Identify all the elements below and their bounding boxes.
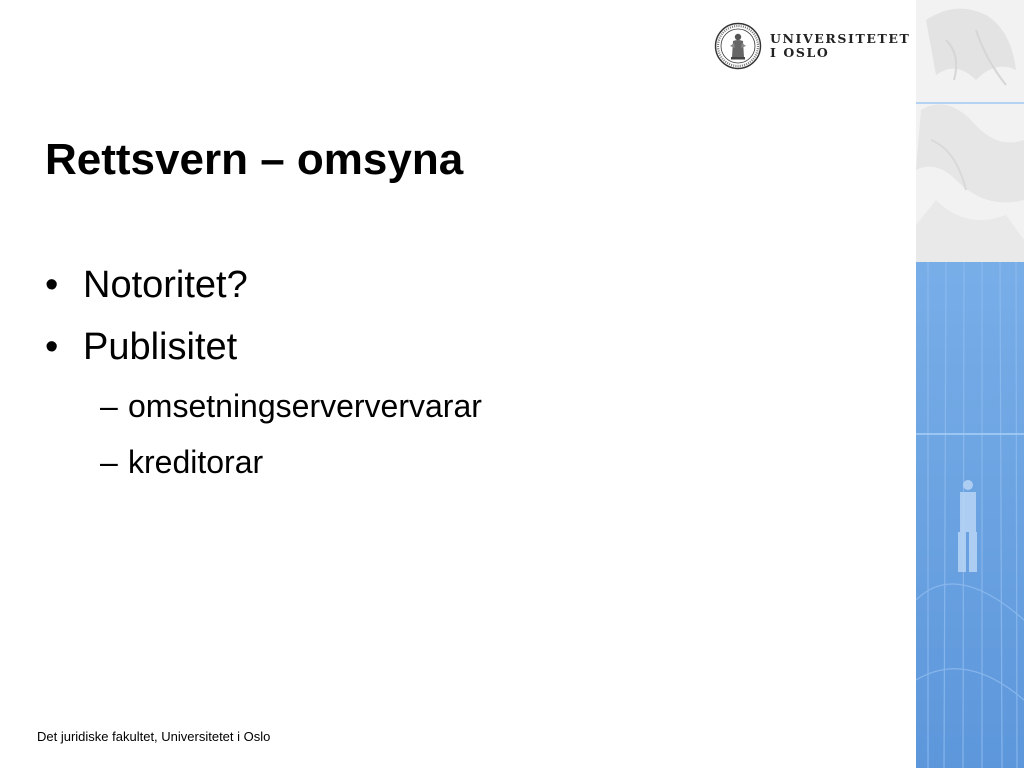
- logo-line-2: I OSLO: [770, 45, 830, 60]
- university-logo: [714, 21, 910, 71]
- sub-bullet-list: [45, 378, 885, 490]
- sub-bullet-marker: –: [100, 388, 118, 424]
- bullet-marker: •: [45, 264, 59, 306]
- bullet-item: [45, 254, 885, 316]
- logo-line-1: UNIVERSITETET: [770, 31, 911, 46]
- bullet-text: Publisitet: [83, 326, 238, 368]
- sub-bullet-item: [45, 434, 885, 490]
- bullet-text: Notoritet?: [83, 264, 248, 306]
- sub-bullet-item: [45, 378, 885, 434]
- university-wordmark: [770, 32, 910, 60]
- decorative-statue-image: [916, 0, 1024, 768]
- bullet-item: [45, 316, 885, 378]
- sub-bullet-text: omsetningserververvarar: [128, 388, 482, 424]
- slide-footer: Det juridiske fakultet, Universitetet i Oslo: [37, 729, 271, 744]
- slide-title: Rettsvern – omsyna: [45, 135, 464, 184]
- university-seal-icon: [714, 22, 762, 70]
- decorative-side-strip: [916, 0, 1024, 768]
- sub-bullet-marker: –: [100, 444, 118, 480]
- sub-bullet-text: kreditorar: [128, 444, 264, 480]
- bullet-list: [45, 254, 885, 490]
- bullet-marker: •: [45, 326, 59, 368]
